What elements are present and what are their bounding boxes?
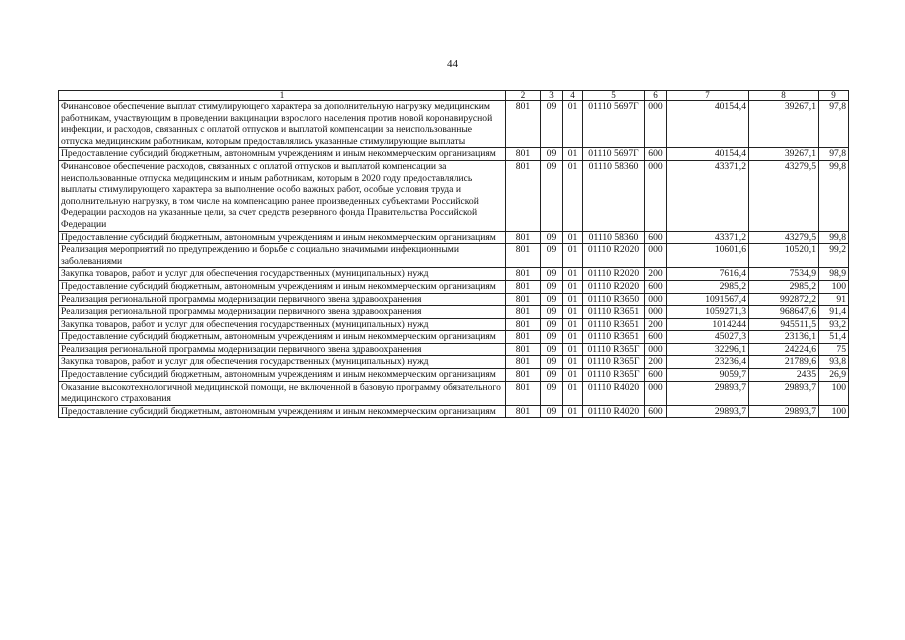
section-code: 09 (541, 306, 563, 319)
table-row (59, 268, 849, 281)
row-name: Реализация региональной программы модернизации первичного звена здравоохранения (59, 343, 506, 356)
admin-code: 801 (506, 381, 541, 405)
table-row (59, 306, 849, 319)
expense-type-code: 200 (645, 356, 667, 369)
admin-code: 801 (506, 160, 541, 231)
column-header: 1 (59, 91, 506, 101)
admin-code: 801 (506, 306, 541, 319)
row-name: Реализация региональной программы модернизации первичного звена здравоохранения (59, 293, 506, 306)
admin-code: 801 (506, 280, 541, 293)
planned-amount: 23236,4 (667, 356, 749, 369)
planned-amount: 29893,7 (667, 405, 749, 418)
executed-amount: 21789,6 (749, 356, 819, 369)
execution-percent: 98,9 (819, 268, 849, 281)
executed-amount: 10520,1 (749, 244, 819, 268)
column-header: 8 (749, 91, 819, 101)
admin-code: 801 (506, 268, 541, 281)
target-article-code: 01110 R2020 (583, 280, 645, 293)
execution-percent: 99,8 (819, 160, 849, 231)
subsection-code: 01 (563, 160, 583, 231)
expense-type-code: 600 (645, 280, 667, 293)
executed-amount: 2435 (749, 369, 819, 382)
subsection-code: 01 (563, 318, 583, 331)
expense-type-code: 600 (645, 369, 667, 382)
row-name: Предоставление субсидий бюджетным, автономным учреждениям и иным некоммерческим организациям (59, 369, 506, 382)
executed-amount: 39267,1 (749, 101, 819, 148)
execution-percent: 75 (819, 343, 849, 356)
planned-amount: 2985,2 (667, 280, 749, 293)
table-row (59, 101, 849, 148)
admin-code: 801 (506, 231, 541, 244)
execution-percent: 97,8 (819, 148, 849, 161)
execution-percent: 91,4 (819, 306, 849, 319)
column-header: 2 (506, 91, 541, 101)
table-row (59, 160, 849, 231)
planned-amount: 1014244 (667, 318, 749, 331)
table-row (59, 244, 849, 268)
column-header: 3 (541, 91, 563, 101)
row-name: Оказание высокотехнологичной медицинской помощи, не включенной в базовую программу обязательного медицинского страхования (59, 381, 506, 405)
expense-type-code: 000 (645, 244, 667, 268)
executed-amount: 2985,2 (749, 280, 819, 293)
table-row (59, 331, 849, 344)
section-code: 09 (541, 293, 563, 306)
planned-amount: 29893,7 (667, 381, 749, 405)
expense-type-code: 200 (645, 318, 667, 331)
admin-code: 801 (506, 405, 541, 418)
subsection-code: 01 (563, 101, 583, 148)
subsection-code: 01 (563, 306, 583, 319)
table-row (59, 318, 849, 331)
section-code: 09 (541, 318, 563, 331)
planned-amount: 43371,2 (667, 231, 749, 244)
row-name: Закупка товаров, работ и услуг для обеспечения государственных (муниципальных) нужд (59, 268, 506, 281)
subsection-code: 01 (563, 331, 583, 344)
subsection-code: 01 (563, 405, 583, 418)
planned-amount: 45027,3 (667, 331, 749, 344)
row-name: Финансовое обеспечение выплат стимулирующего характера за дополнительную нагрузку медицинским работникам, участвующим в проведении вакцинации взрослого населения против новой коронавирусной инфекции, и расходов, связанных с оплатой отпусков и выплатой компенсации за неиспользованные отпуска медицинским работникам, которым предоставлялись указанные стимулирующие выплаты (59, 101, 506, 148)
target-article-code: 01110 R2020 (583, 244, 645, 268)
target-article-code: 01110 R4020 (583, 405, 645, 418)
admin-code: 801 (506, 343, 541, 356)
row-name: Финансовое обеспечение расходов, связанных с оплатой отпусков и выплатой компенсации за неиспользованные отпуска медицинским и иным работникам, которым в 2020 году предоставлялись выплаты стимулирующего характера за выполнение особо важных работ, особые условия труда и дополнительную нагрузку, в том числе на компенсацию ранее произведенных субъектами Российской Федерации расходов на указанные цели, за счет средств резервного фонда Правительства Российской Федерации (59, 160, 506, 231)
row-name: Реализация региональной программы модернизации первичного звена здравоохранения (59, 306, 506, 319)
table-row (59, 369, 849, 382)
execution-percent: 99,2 (819, 244, 849, 268)
subsection-code: 01 (563, 293, 583, 306)
execution-percent: 99,8 (819, 231, 849, 244)
section-code: 09 (541, 405, 563, 418)
target-article-code: 01110 R3651 (583, 306, 645, 319)
expense-type-code: 600 (645, 405, 667, 418)
subsection-code: 01 (563, 244, 583, 268)
expense-type-code: 000 (645, 293, 667, 306)
execution-percent: 26,9 (819, 369, 849, 382)
executed-amount: 43279,5 (749, 231, 819, 244)
execution-percent: 97,8 (819, 101, 849, 148)
executed-amount: 7534,9 (749, 268, 819, 281)
executed-amount: 43279,5 (749, 160, 819, 231)
admin-code: 801 (506, 101, 541, 148)
section-code: 09 (541, 331, 563, 344)
planned-amount: 43371,2 (667, 160, 749, 231)
executed-amount: 968647,6 (749, 306, 819, 319)
row-name: Закупка товаров, работ и услуг для обеспечения государственных (муниципальных) нужд (59, 318, 506, 331)
admin-code: 801 (506, 148, 541, 161)
section-code: 09 (541, 160, 563, 231)
subsection-code: 01 (563, 381, 583, 405)
section-code: 09 (541, 231, 563, 244)
subsection-code: 01 (563, 369, 583, 382)
table-row (59, 405, 849, 418)
table-row (59, 356, 849, 369)
executed-amount: 39267,1 (749, 148, 819, 161)
executed-amount: 24224,6 (749, 343, 819, 356)
subsection-code: 01 (563, 268, 583, 281)
column-number-row (59, 91, 849, 101)
table-row (59, 343, 849, 356)
planned-amount: 32296,1 (667, 343, 749, 356)
admin-code: 801 (506, 318, 541, 331)
executed-amount: 29893,7 (749, 381, 819, 405)
executed-amount: 29893,7 (749, 405, 819, 418)
target-article-code: 01110 R3651 (583, 331, 645, 344)
row-name: Закупка товаров, работ и услуг для обеспечения государственных (муниципальных) нужд (59, 356, 506, 369)
target-article-code: 01110 R365Г (583, 356, 645, 369)
row-name: Реализация мероприятий по предупреждению и борьбе с социально значимыми инфекционными заболеваниями (59, 244, 506, 268)
admin-code: 801 (506, 293, 541, 306)
subsection-code: 01 (563, 231, 583, 244)
target-article-code: 01110 R3651 (583, 318, 645, 331)
target-article-code: 01110 R2020 (583, 268, 645, 281)
planned-amount: 10601,6 (667, 244, 749, 268)
table-row (59, 148, 849, 161)
section-code: 09 (541, 148, 563, 161)
section-code: 09 (541, 101, 563, 148)
row-name: Предоставление субсидий бюджетным, автономным учреждениям и иным некоммерческим организациям (59, 231, 506, 244)
subsection-code: 01 (563, 343, 583, 356)
execution-percent: 93,2 (819, 318, 849, 331)
section-code: 09 (541, 381, 563, 405)
table-row (59, 231, 849, 244)
execution-percent: 51,4 (819, 331, 849, 344)
executed-amount: 23136,1 (749, 331, 819, 344)
subsection-code: 01 (563, 356, 583, 369)
planned-amount: 9059,7 (667, 369, 749, 382)
expense-type-code: 000 (645, 101, 667, 148)
column-header: 5 (583, 91, 645, 101)
section-code: 09 (541, 244, 563, 268)
budget-table (58, 90, 849, 418)
target-article-code: 01110 5697Г (583, 101, 645, 148)
target-article-code: 01110 R365Г (583, 369, 645, 382)
planned-amount: 1059271,3 (667, 306, 749, 319)
column-header: 9 (819, 91, 849, 101)
column-header: 4 (563, 91, 583, 101)
target-article-code: 01110 58360 (583, 231, 645, 244)
table-row (59, 381, 849, 405)
planned-amount: 40154,4 (667, 148, 749, 161)
execution-percent: 93,8 (819, 356, 849, 369)
execution-percent: 100 (819, 405, 849, 418)
target-article-code: 01110 58360 (583, 160, 645, 231)
row-name: Предоставление субсидий бюджетным, автономным учреждениям и иным некоммерческим организациям (59, 148, 506, 161)
planned-amount: 40154,4 (667, 101, 749, 148)
page-number: 44 (447, 58, 458, 70)
expense-type-code: 600 (645, 148, 667, 161)
row-name: Предоставление субсидий бюджетным, автономным учреждениям и иным некоммерческим организациям (59, 331, 506, 344)
column-header: 6 (645, 91, 667, 101)
target-article-code: 01110 5697Г (583, 148, 645, 161)
planned-amount: 7616,4 (667, 268, 749, 281)
table-row (59, 293, 849, 306)
table-row (59, 280, 849, 293)
expense-type-code: 000 (645, 343, 667, 356)
target-article-code: 01110 R3650 (583, 293, 645, 306)
admin-code: 801 (506, 369, 541, 382)
execution-percent: 91 (819, 293, 849, 306)
executed-amount: 945511,5 (749, 318, 819, 331)
execution-percent: 100 (819, 381, 849, 405)
subsection-code: 01 (563, 148, 583, 161)
section-code: 09 (541, 343, 563, 356)
expense-type-code: 000 (645, 381, 667, 405)
expense-type-code: 600 (645, 231, 667, 244)
section-code: 09 (541, 356, 563, 369)
execution-percent: 100 (819, 280, 849, 293)
admin-code: 801 (506, 244, 541, 268)
expense-type-code: 000 (645, 306, 667, 319)
expense-type-code: 600 (645, 331, 667, 344)
row-name: Предоставление субсидий бюджетным, автономным учреждениям и иным некоммерческим организациям (59, 405, 506, 418)
expense-type-code: 000 (645, 160, 667, 231)
admin-code: 801 (506, 356, 541, 369)
target-article-code: 01110 R365Г (583, 343, 645, 356)
planned-amount: 1091567,4 (667, 293, 749, 306)
row-name: Предоставление субсидий бюджетным, автономным учреждениям и иным некоммерческим организациям (59, 280, 506, 293)
section-code: 09 (541, 268, 563, 281)
expense-type-code: 200 (645, 268, 667, 281)
admin-code: 801 (506, 331, 541, 344)
section-code: 09 (541, 369, 563, 382)
target-article-code: 01110 R4020 (583, 381, 645, 405)
subsection-code: 01 (563, 280, 583, 293)
section-code: 09 (541, 280, 563, 293)
executed-amount: 992872,2 (749, 293, 819, 306)
column-header: 7 (667, 91, 749, 101)
